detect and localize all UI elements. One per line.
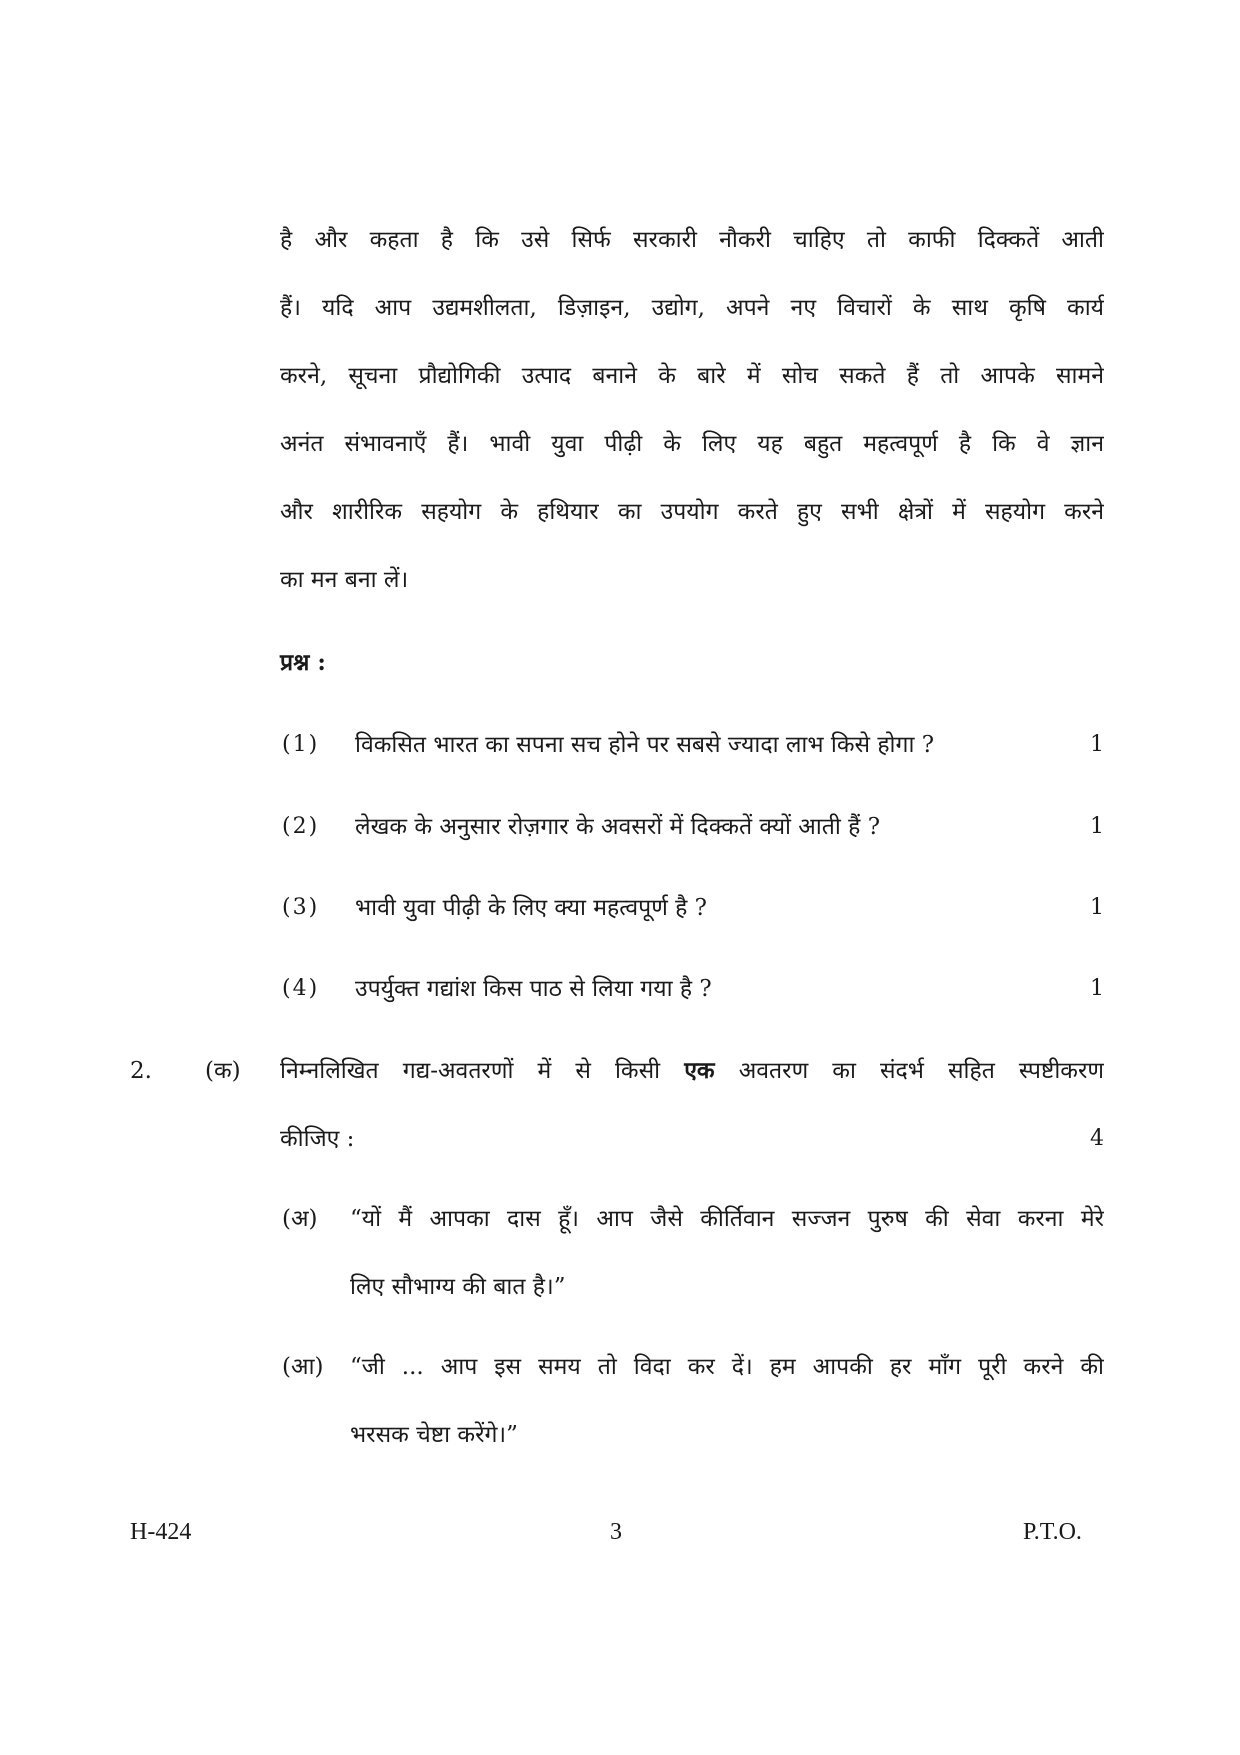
question-number: (2) xyxy=(282,814,320,839)
main-question-number: 2. xyxy=(130,1058,152,1084)
question-2-instruction-line-2: कीजिए : xyxy=(280,1126,355,1152)
please-turn-over: P.T.O. xyxy=(1023,1519,1082,1545)
questions-heading: प्रश्न : xyxy=(280,649,326,676)
passage-line-5: और शारीरिक सहयोग के हथियार का उपयोग करते हुए सभी क्षेत्रों में सहयोग करने xyxy=(280,499,1104,525)
instruction-text-after: अवतरण का संदर्भ सहित स्पष्टीकरण xyxy=(738,1058,1104,1084)
question-marks: 1 xyxy=(1090,895,1104,920)
question-text: उपर्युक्त गद्यांश किस पाठ से लिया गया है ? xyxy=(355,976,712,1002)
question-text: विकसित भारत का सपना सच होने पर सबसे ज्यादा लाभ किसे होगा ? xyxy=(355,732,935,758)
passage-line-2: हैं। यदि आप उद्यमशीलता, डिज़ाइन, उद्योग, अपने नए विचारों के साथ कृषि कार्य xyxy=(280,295,1104,321)
option-aa-line-2: भरसक चेष्टा करेंगे।” xyxy=(350,1422,518,1448)
passage-line-6: का मन बना लें। xyxy=(280,567,409,593)
question-marks: 1 xyxy=(1090,814,1104,839)
option-label-aa: (आ) xyxy=(282,1354,324,1380)
option-label-a: (अ) xyxy=(282,1206,318,1232)
question-marks: 1 xyxy=(1090,732,1104,757)
question-2-instruction-line-1 xyxy=(280,1056,1104,1086)
question-number: (1) xyxy=(282,732,320,757)
question-marks: 1 xyxy=(1090,976,1104,1001)
question-number: (4) xyxy=(282,976,320,1001)
paper-code: H-424 xyxy=(130,1519,192,1545)
question-2-marks: 4 xyxy=(1090,1126,1104,1151)
passage-line-1: है और कहता है कि उसे सिर्फ सरकारी नौकरी चाहिए तो काफी दिक्कतें आती xyxy=(280,227,1104,253)
option-a-line-2: लिए सौभाग्य की बात है।” xyxy=(350,1274,566,1300)
option-a-line-1: “यों मैं आपका दास हूँ। आप जैसे कीर्तिवान सज्जन पुरुष की सेवा करना मेरे xyxy=(350,1206,1104,1232)
passage-line-3: करने, सूचना प्रौद्योगिकी उत्पाद बनाने के बारे में सोच सकते हैं तो आपके सामने xyxy=(280,363,1104,389)
option-aa-line-1: “जी ... आप इस समय तो विदा कर दें। हम आपकी हर माँग पूरी करने की xyxy=(350,1354,1104,1380)
question-part-label: (क) xyxy=(205,1058,241,1084)
question-number: (3) xyxy=(282,895,320,920)
page-number: 3 xyxy=(610,1519,622,1545)
instruction-emphasis: एक xyxy=(684,1057,715,1084)
instruction-text-before: निम्नलिखित गद्य-अवतरणों में से किसी xyxy=(280,1058,661,1084)
question-text: भावी युवा पीढ़ी के लिए क्या महत्वपूर्ण है ? xyxy=(355,895,707,921)
passage-line-4: अनंत संभावनाएँ हैं। भावी युवा पीढ़ी के लिए यह बहुत महत्वपूर्ण है कि वे ज्ञान xyxy=(280,431,1104,457)
question-text: लेखक के अनुसार रोज़गार के अवसरों में दिक्कतें क्यों आती हैं ? xyxy=(355,814,881,840)
